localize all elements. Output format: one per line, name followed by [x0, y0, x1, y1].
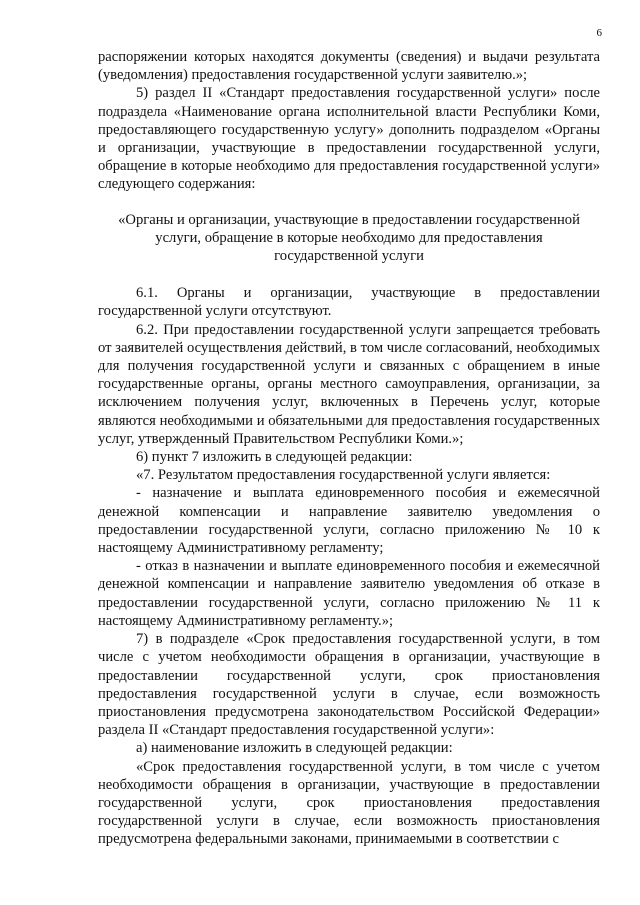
paragraph: 7) в подразделе «Срок предоставления государственной услуги, в том числе с учетом необходимости обращения в организации, участвующие в предоставлении государственной услуги, срок приостановления предоставления государственной услуги в случае, если возможность приостановления предусмотрена законодательством Российской Федерации» раздела II «Стандарт предоставления государственной услуги»:: [98, 631, 600, 739]
document-body: [98, 48, 600, 849]
paragraph: 5) раздел II «Стандарт предоставления государственной услуги» после подраздела «Наименование органа исполнительной власти Республики Коми, предоставляющего государственную услугу» дополнить подразделом «Органы и организации, участвующие в предоставлении государственной услуги, обращение в которые необходимо для предоставления государственной услуги» следующего содержания:: [98, 85, 600, 193]
paragraph: 6.1. Органы и организации, участвующие в предоставлении государственной услуги отсутствуют.: [98, 285, 600, 320]
page-number: 6: [596, 27, 602, 39]
list-item: - отказ в назначении и выплате единовременного пособия и ежемесячной денежной компенсации и направление заявителю уведомления об отказе в предоставлении государственной услуги, согласно приложению № 11 к настоящему Административному регламенту.»;: [98, 558, 600, 629]
paragraph: 6) пункт 7 изложить в следующей редакции:: [136, 449, 413, 466]
paragraph: 6.2. При предоставлении государственной услуги запрещается требовать от заявителей осуществления действий, в том числе согласований, необходимых для получения государственной услуги и связанных с обращением в иные государственные органы, органы местного самоуправления, организации, за исключением получения услуг, включенных в Перечень услуг, которые являются необходимыми и обязательными для предоставления государственных услуг, утвержденный Правительством Республики Коми.»;: [98, 321, 600, 447]
paragraph: распоряжении которых находятся документы (сведения) и выдачи результата (уведомления) предоставления государственной услуги заявителю.»;: [98, 49, 600, 84]
heading-line: услуги, обращение в которые необходимо для предоставления: [155, 229, 543, 246]
list-item: - назначение и выплата единовременного пособия и ежемесячной денежной компенсации и направление заявителю уведомления о предоставлении государственной услуги, согласно приложению № 10 к настоящему Административному регламенту;: [98, 485, 600, 557]
heading-line: «Органы и организации, участвующие в предоставлении государственной: [118, 211, 580, 228]
heading-line: государственной услуги: [274, 248, 424, 265]
paragraph: а) наименование изложить в следующей редакции:: [136, 740, 453, 757]
paragraph: «7. Результатом предоставления государственной услуги является:: [136, 467, 551, 484]
section-heading: [98, 211, 600, 266]
paragraph: «Срок предоставления государственной услуги, в том числе с учетом необходимости обращения в организации, участвующие в предоставлении государственной услуги, срок приостановления предоставления государственной услуги в случае, если возможность приостановления предусмотрена федеральными законами, принимаемыми в соответствии с: [98, 758, 600, 848]
